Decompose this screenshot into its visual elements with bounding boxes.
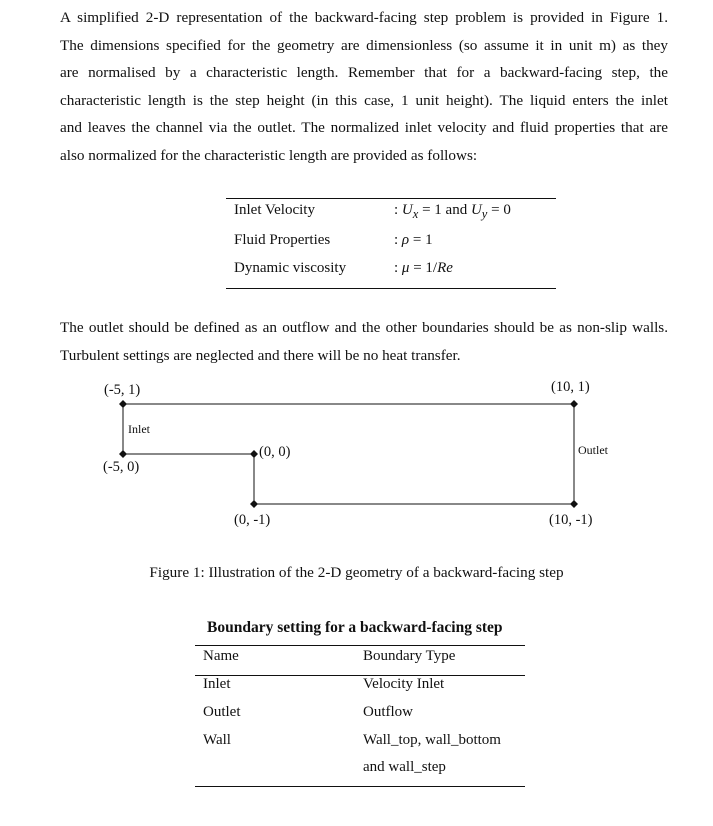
vertex-marker — [250, 500, 258, 508]
text-line: are normalised by a characteristic length. Remember that for a backward-facing step, the — [60, 64, 668, 81]
inlet-label: Inlet — [128, 422, 150, 436]
property-label: Fluid Properties — [234, 232, 331, 248]
table-cell: Outflow — [363, 704, 413, 720]
text-line: and leaves the channel via the outlet. The normalized inlet velocity and fluid properties that are — [60, 119, 668, 136]
vertex-marker — [570, 500, 578, 508]
table-cell: Wall — [203, 732, 231, 748]
point-label: (-5, 1) — [104, 382, 141, 398]
vertex-marker — [119, 450, 127, 458]
table-row — [226, 228, 556, 254]
text-line: also normalized for the characteristic length are provided as follows: — [60, 146, 478, 164]
table-cell: Velocity Inlet — [363, 676, 445, 692]
table-cell: Wall_top, wall_bottom — [363, 732, 501, 748]
table-bottom-rule — [226, 288, 556, 289]
domain-outline — [123, 404, 574, 504]
column-header: Boundary Type — [363, 648, 456, 664]
column-header: Name — [203, 648, 239, 664]
table-cell: Inlet — [203, 676, 231, 692]
table-bottom-rule — [195, 786, 525, 787]
vertex-marker — [570, 400, 578, 408]
vertex-marker — [119, 400, 127, 408]
boundary-paragraph — [60, 314, 668, 369]
vertex-marker — [250, 450, 258, 458]
header-rule — [195, 675, 525, 676]
property-label: Dynamic viscosity — [234, 260, 347, 276]
text-line: The outlet should be defined as an outflow and the other boundaries should be as non-slip walls. — [60, 319, 668, 336]
figure-caption: Figure 1: Illustration of the 2-D geometry of a backward-facing step — [149, 564, 564, 581]
outlet-label: Outlet — [578, 443, 608, 457]
text-line: The dimensions specified for the geometry are dimensionless (so assume it in unit m) as they — [60, 36, 668, 54]
table-cell: Outlet — [203, 704, 241, 720]
table-top-rule — [195, 645, 525, 646]
intro-paragraph — [60, 4, 668, 169]
boundary-table-title: Boundary setting for a backward-facing step — [207, 619, 503, 636]
property-value: : $U_x = 1$ and $U_y = 0$ — [394, 202, 511, 221]
point-label: (10, -1) — [549, 512, 593, 528]
point-label: (0, 0) — [259, 444, 291, 460]
text-line: Turbulent settings are neglected and there will be no heat transfer. — [60, 346, 461, 364]
geometry-figure — [0, 370, 713, 550]
property-value: : μ = 1/Re — [394, 260, 453, 276]
text-line: A simplified 2-D representation of the backward-facing step problem is provided in Figure 1. — [60, 9, 668, 26]
property-value: : ρ = 1 — [394, 232, 433, 248]
table-cell: and wall_step — [363, 759, 446, 775]
text-line: characteristic length is the step height (in this case, 1 unit height). The liquid enters the inlet — [60, 91, 668, 109]
point-label: (10, 1) — [551, 379, 590, 395]
table-row — [226, 256, 556, 282]
table-row — [226, 198, 556, 224]
property-label: Inlet Velocity — [234, 202, 315, 218]
point-label: (0, -1) — [234, 512, 271, 528]
point-label: (-5, 0) — [103, 459, 140, 475]
